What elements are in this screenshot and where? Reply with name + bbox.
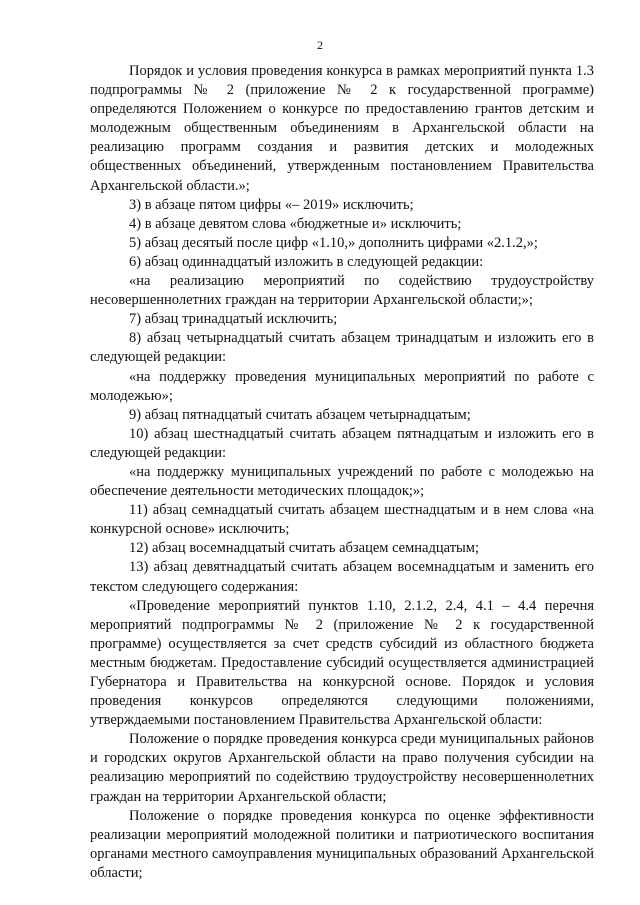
paragraph-quote-youth-events: «на поддержку проведения муниципальных мероприятий по работе с молодежью»; xyxy=(90,368,594,404)
document-body xyxy=(90,62,594,883)
paragraph-item-8: 8) абзац четырнадцатый считать абзацем тринадцатым и изложить его в следующей редакции: xyxy=(90,330,594,366)
paragraph-item-3: 3) в абзаце пятом цифры «– 2019» исключить; xyxy=(129,196,414,213)
page-number: 2 xyxy=(317,38,323,52)
paragraph-item-5: 5) абзац десятый после цифр «1.10,» дополнить цифрами «2.1.2,»; xyxy=(129,234,538,251)
paragraph-regulation-efficiency-contest: Положение о порядке проведения конкурса по оценке эффективности реализации мероприятий молодежной политики и патриотического воспитания органами местного самоуправления муниципальных образований Архангельской области; xyxy=(90,807,594,881)
paragraph-item-12: 12) абзац восемнадцатый считать абзацем семнадцатым; xyxy=(129,540,479,557)
paragraph-quote-methodical-sites: «на поддержку муниципальных учреждений по работе с молодежью на обеспечение деятельности методических площадок;»; xyxy=(90,463,594,500)
paragraph-item-7: 7) абзац тринадцатый исключить; xyxy=(129,311,338,328)
paragraph-contest-procedure: Порядок и условия проведения конкурса в рамках мероприятий пункта 1.3 подпрограммы № 2 (приложение № 2 к государственной программе) определяются Положением о конкурсе по предоставлению грантов детским и молодежным общественным объединениям в Архангельской области на реализацию программ создания и развития детских и молодежных общественных объединений, утвержденным постановлением Правительства Архангельской области.»; xyxy=(90,63,594,194)
paragraph-item-13: 13) абзац девятнадцатый считать абзацем восемнадцатым и заменить его текстом следующего содержания: xyxy=(90,559,594,595)
paragraph-quote-employment: «на реализацию мероприятий по содействию трудоустройству несовершеннолетних граждан на территории Архангельской области;»; xyxy=(90,273,594,309)
paragraph-item-4: 4) в абзаце девятом слова «бюджетные и» исключить; xyxy=(129,215,462,232)
paragraph-item-6: 6) абзац одиннадцатый изложить в следующей редакции: xyxy=(129,253,484,270)
paragraph-regulation-employment-contest: Положение о порядке проведения конкурса среди муниципальных районов и городских округов Архангельской области на право получения субсидии на реализацию мероприятий по содействию трудоустройству несовершеннолетних граждан на территории Архангельской области; xyxy=(90,731,594,805)
paragraph-item-11: 11) абзац семнадцатый считать абзацем шестнадцатым и в нем слова «на конкурсной основе» исключить; xyxy=(90,502,594,538)
paragraph-item-10: 10) абзац шестнадцатый считать абзацем пятнадцатым и изложить его в следующей редакции: xyxy=(90,425,594,461)
paragraph-quote-subsidies: «Проведение мероприятий пунктов 1.10, 2.1.2, 2.4, 4.1 – 4.4 перечня мероприятий подпрограммы № 2 (приложение № 2 к государственной программе) осуществляется за счет средств субсидий из областного бюджета местным бюджетам. Предоставление субсидий осуществляется администрацией Губернатора и Правительства на конкурсной основе. Порядок и условия проведения конкурсов определяются следующими положениями, утверждаемыми постановлением Правительства Архангельской области: xyxy=(90,597,594,729)
paragraph-item-9: 9) абзац пятнадцатый считать абзацем четырнадцатым; xyxy=(129,406,471,423)
